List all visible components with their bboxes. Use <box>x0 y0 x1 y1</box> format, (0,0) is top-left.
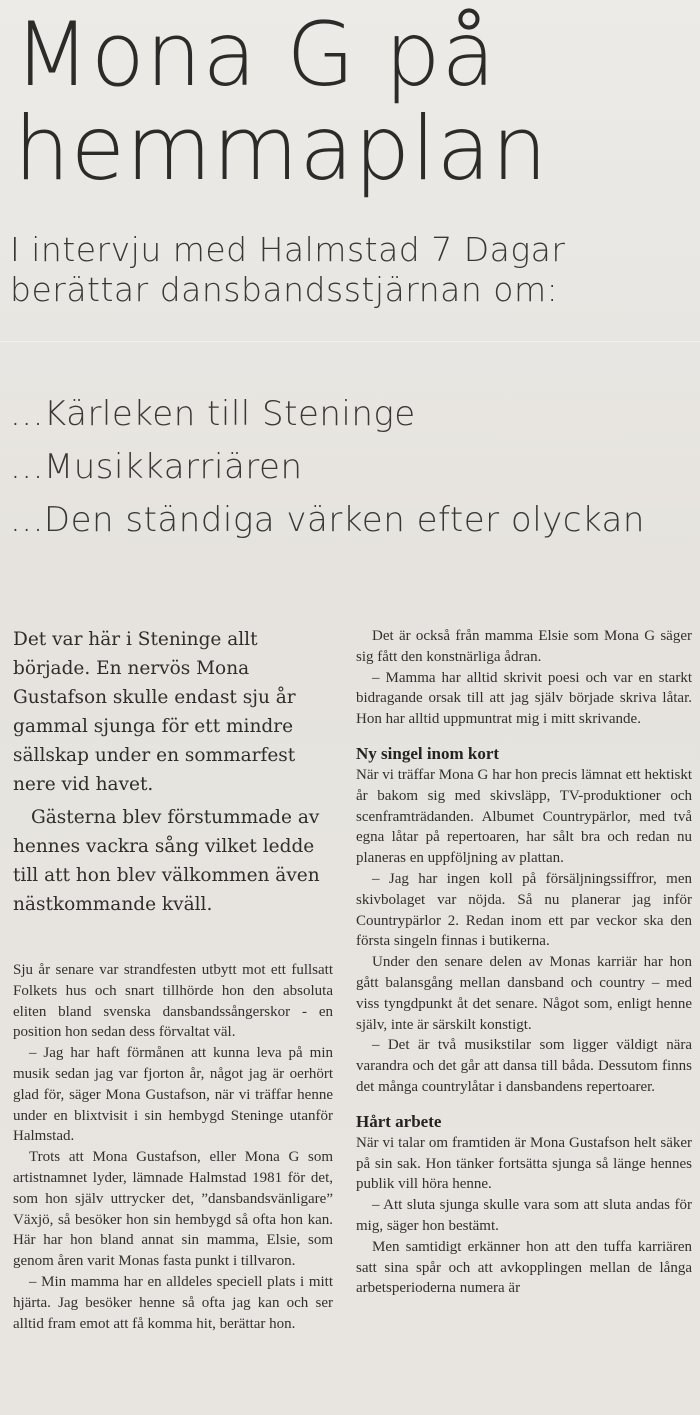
body-paragraph: När vi träffar Mona G har hon precis lämnat ett hektiskt år bakom sig med skivsläpp, TV-produktioner och scenframträdanden. Albumet Countrypärlor, med två egna låtar på repertoaren, har sålt bra och redan nu planeras en uppföljning av plattan. <box>356 766 692 867</box>
body-paragraph: Det är också från mamma Elsie som Mona G säger sig fått den konstnärliga ådran. <box>356 628 692 665</box>
body-paragraph: När vi talar om framtiden är Mona Gustafson helt säker på sin sak. Hon tänker fortsätta sjunga så länge hennes publik vill höra henne. <box>356 1134 692 1193</box>
body-paragraph: Trots att Mona Gustafson, eller Mona G som artistnamnet lyder, lämnade Halmstad 1981 för det, som hon själv uttrycker det, ”dansbandsvänligare” Växjö, så besöker hon sin hembygd så ofta hon kan. Här har hon bland annat sin mamma, Elsie, som genom åren varit Monas fasta punkt i tillvaron. <box>13 1149 333 1270</box>
body-paragraph: Sju år senare var strandfesten utbytt mot ett fullsatt Folkets hus och snart tillhörde hon den absoluta eliten bland svenska dansbandssångerskor - en position hon sedan dess förvaltat väl. <box>13 962 333 1041</box>
headline: Mona G på hemmaplan <box>14 3 549 200</box>
paper-fold <box>0 340 700 343</box>
left-column <box>13 625 333 1334</box>
lead-paragraph: Gästerna blev förstummade av hennes vackra sång vilket ledde till att hon blev välkommen även nästkommande kväll. <box>13 807 320 915</box>
section-heading: Hårt arbete <box>356 1111 442 1131</box>
body-paragraph: – Mamma har alltid skrivit poesi och var en starkt bidragande orsak till att jag själv började skriva låtar. Hon har alltid uppmuntrat mig i mitt skrivande. <box>356 669 692 728</box>
body-paragraph: Men samtidigt erkänner hon att den tuffa karriären satt sina spår och att avkopplingen mellan de långa arbetsperioderna numera är <box>356 1238 692 1297</box>
body-paragraph: – Det är två musikstilar som ligger väldigt nära varandra och det går att dansa till båda. Dessutom finns det många countrylåtar i dansbandens repertoarer. <box>356 1037 692 1095</box>
left-body <box>13 960 333 1334</box>
topic-item: ...Musikkarriären <box>10 447 303 487</box>
body-paragraph: – Min mamma har en alldeles speciell plats i mitt hjärta. Jag besöker henne så ofta jag kan och ser alltid fram emot att få komma hit, berättar hon. <box>13 1273 333 1332</box>
topic-item: ...Kärleken till Steninge <box>10 394 416 434</box>
body-paragraph: – Jag har ingen koll på försäljningssiffror, men skivbolaget var nöjda. Så nu planerar jag inför Countrypärlor 2. Redan inom ett par veckor ska den första singeln finnas i butikerna. <box>356 870 692 950</box>
body-paragraph: Under den senare delen av Monas karriär har hon gått balansgång mellan dansband och country – med viss tyngdpunkt åt det senare. Något som, enligt henne själv, inte är särskilt konstigt. <box>356 954 692 1033</box>
lead-paragraph: Det var här i Steninge allt började. En nervös Mona Gustafson skulle endast sju år gammal sjunga för ett mindre sällskap under en sommarfest nere vid havet. <box>13 629 296 795</box>
right-column <box>356 626 692 1299</box>
topics-list <box>10 388 650 547</box>
subhead: I intervju med Halmstad 7 Dagar berättar dansbandsstjärnan om: <box>10 230 566 309</box>
body-paragraph: – Att sluta sjunga skulle vara som att sluta andas för mig, säger hon bestämt. <box>356 1197 692 1234</box>
body-paragraph: – Jag har haft förmånen att kunna leva på min musik sedan jag var fjorton år, något jag är oerhört glad för, säger Mona Gustafson, när vi träffar henne under en blixtvisit i sin hembygd Steninge utanför Halmstad. <box>13 1045 333 1145</box>
topic-item: ...Den ständiga värken efter olyckan <box>10 500 645 540</box>
section-heading: Ny singel inom kort <box>356 743 500 763</box>
